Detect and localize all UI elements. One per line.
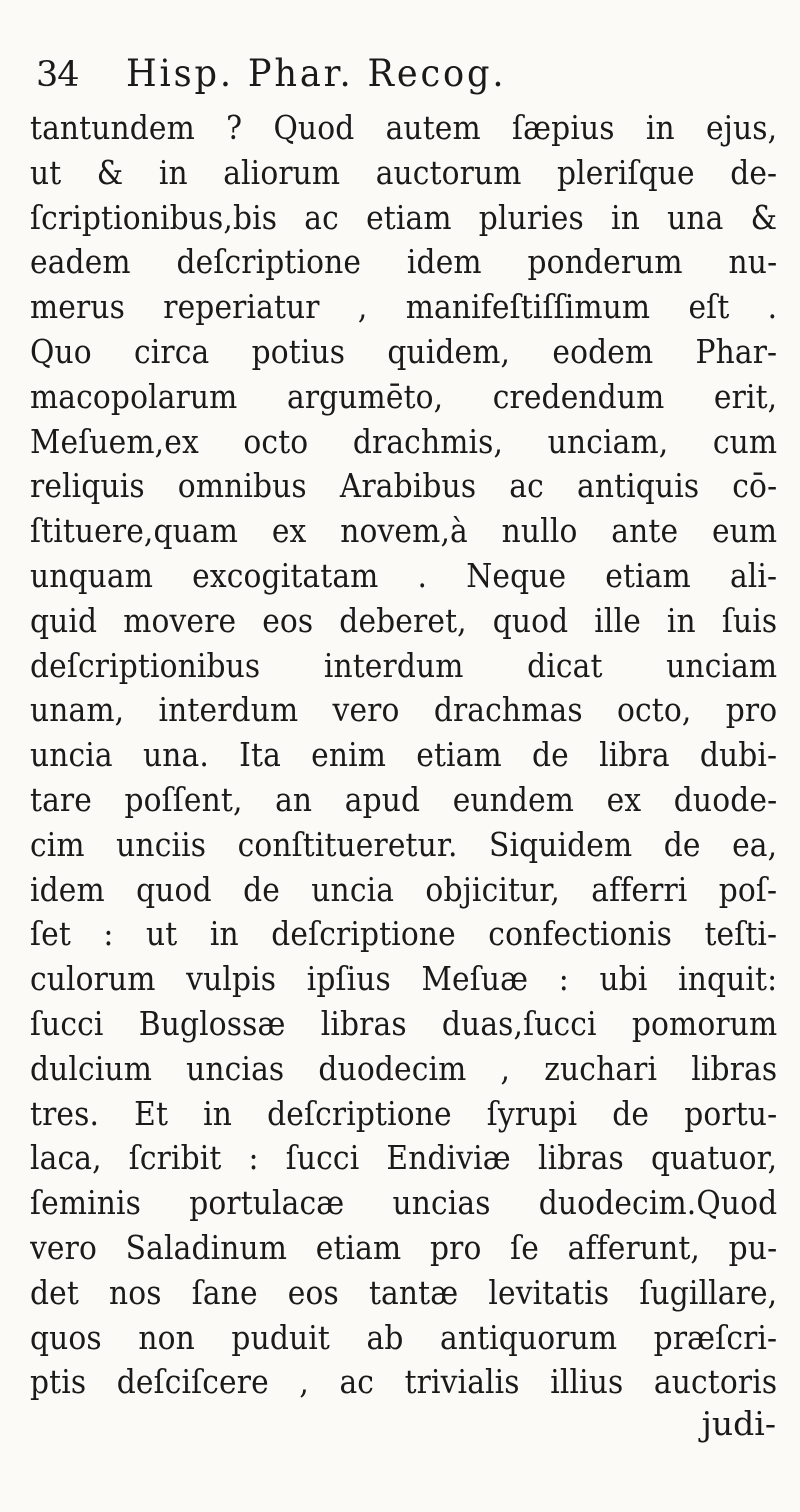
text-line: idem quod de uncia objicitur, afferri poſ- [30,869,778,909]
text-line: deſcriptionibus interdum dicat unciam [30,645,778,685]
text-line: Meſuem,ex octo drachmis, unciam, cum [30,421,778,461]
text-line: cim unciis conſtitueretur. Siquidem de ea, [30,824,778,864]
text-line: tare poſſent, an apud eundem ex duode- [30,779,778,819]
text-line: ſeminis portulacæ uncias duodecim.Quod [30,1183,778,1223]
text-line: ſet : ut in deſcriptione confectionis teſti- [30,914,778,954]
catchword: judi- [701,1404,776,1443]
page-number: 34 [36,55,79,95]
text-line: ſtituere,quam ex novem,à nullo ante eum [30,511,778,551]
text-line: unam, interdum vero drachmas octo, pro [30,690,778,730]
text-line: ptis deſciſcere , ac trivialis illius auctoris [30,1362,778,1402]
body-text [30,106,778,1405]
text-line: reliquis omnibus Arabibus ac antiquis cō- [30,466,778,506]
text-line: quos non puduit ab antiquorum præſcri- [30,1317,778,1357]
text-line: tantundem ? Quod autem ſæpius in ejus, [30,108,778,147]
text-line: ſucci Buglossæ libras duas,ſucci pomorum [30,1003,778,1043]
text-line: macopolarum argumēto, credendum erit, [30,376,778,416]
text-line: dulcium uncias duodecim , zuchari libras [30,1048,778,1088]
running-head: Hisp. Phar. Recog. [126,52,507,95]
text-line: tres. Et in deſcriptione ſyrupi de portu- [30,1093,778,1133]
text-line: laca, ſcribit : ſucci Endiviæ libras quatuor, [30,1138,778,1178]
text-line: eadem deſcriptione idem ponderum nu- [30,242,778,282]
text-line: quid movere eos deberet, quod ille in ſuis [30,600,778,640]
text-line: culorum vulpis ipſius Meſuæ : ubi inquit: [30,959,778,999]
text-line: Quo circa potius quidem, eodem Phar- [30,331,778,371]
text-line: merus reperiatur , manifeſtiſſimum eſt . [30,287,778,327]
text-line: vero Saladinum etiam pro ſe afferunt, pu- [30,1227,778,1267]
text-line: ut & in aliorum auctorum pleriſque de- [30,152,778,192]
text-line: ſcriptionibus,bis ac etiam pluries in una & [30,197,778,237]
page-header [36,52,776,100]
text-line: uncia una. Ita enim etiam de libra dubi- [30,735,778,775]
text-line: det nos ſane eos tantæ levitatis ſugillare, [30,1272,778,1312]
text-line: unquam excogitatam . Neque etiam ali- [30,555,778,595]
